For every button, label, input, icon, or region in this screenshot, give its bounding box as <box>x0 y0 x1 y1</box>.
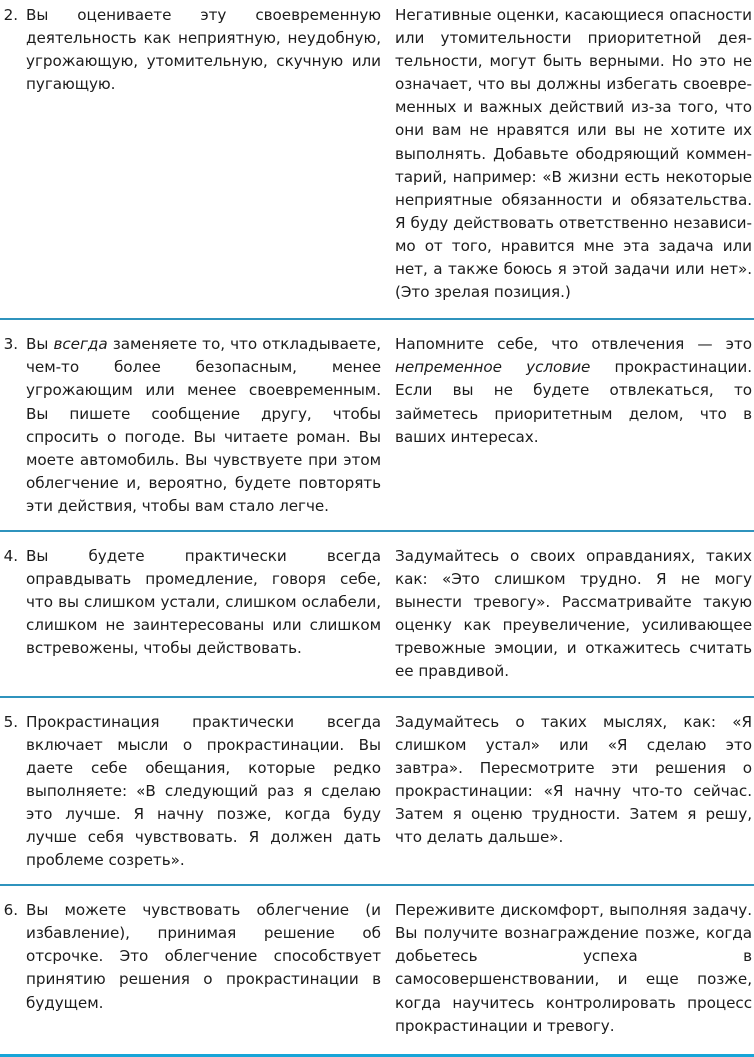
list-number: 6. <box>3 901 18 920</box>
symptom-text: Вы можете чувствовать облегчение (и избавление), принимая решение об отсрочке. Это облегчение способствует принятию решения о прокрастинации в будущем. <box>26 901 381 1012</box>
table-cell-symptom <box>0 333 395 518</box>
emphasis-text: непременное условие <box>395 358 591 377</box>
remedy-text <box>395 6 752 301</box>
list-number: 2. <box>3 6 18 24</box>
table-cell-remedy <box>395 333 754 448</box>
table-cell-remedy <box>395 545 754 684</box>
remedy-text <box>395 901 752 1034</box>
body-text: заменяете то, что откладываете, чем-то более безопасным, менее угрожающим или менее своевременным. Вы пишете сообщение другу, чтобы спросить о погоде. Вы читаете роман. Вы моете автомобиль. Вы чувствуете при этом облегчение и, вероятно, будете повторять эти действия, чтобы вам стало легче. <box>26 335 382 515</box>
body-text: Вы <box>26 335 54 354</box>
body-text: Напомните себе, что отвлечения — это <box>395 335 752 354</box>
table-row <box>0 698 754 885</box>
list-number: 3. <box>3 335 18 354</box>
remedy-text <box>395 713 752 846</box>
table-bottom-rule <box>0 1054 754 1057</box>
remedy-text <box>395 547 752 680</box>
table-cell-remedy <box>395 4 754 304</box>
table-cell-symptom <box>0 899 395 1014</box>
symptom-text: Прокрастинация практически всегда включает мысли о прокрастинации. Вы даете себе обещания, которые редко выполняете: «В следующий раз я сделаю это лучше. Я начну позже, когда буду лучше себя чувствовать. Я должен дать проблеме созреть». <box>26 712 381 870</box>
table-cell-symptom <box>0 545 395 660</box>
body-text: Задумайтесь о таких мыслях, как: «Я слишком устал» или «Я сделаю это завтра». Пересмотрите эти решения о прокрастинации: «Я начну что-то сейчас. Затем я оценю трудности. Затем я решу, что делать дальше». <box>395 712 752 846</box>
emphasis-text: всегда <box>53 335 108 354</box>
body-text: Задумайтесь о своих оправданиях, таких как: «Это слишком трудно. Я не могу вынести тревогу». Рассматривайте такую оценку как преувеличение, усиливающее тревожные эмоции, и откажитесь считать ее правдивой. <box>395 546 752 681</box>
table-cell-symptom <box>0 4 395 96</box>
table-cell-symptom <box>0 711 395 873</box>
list-number: 4. <box>3 546 18 565</box>
symptom-text: Вы будете практически всегда оправдывать промедление, говоря себе, что вы слишком устали, слишком ослабели, слишком не заинтересованы или слишком встревожены, чтобы действовать. <box>26 546 381 658</box>
remedy-text <box>395 335 752 445</box>
table-cell-remedy <box>395 899 754 1038</box>
body-text: прокрастинации. Если вы не будете отвлекаться, то займетесь приоритетным делом, что в ваших интересах. <box>395 358 752 446</box>
table-row <box>0 886 754 1054</box>
body-text: Негативные оценки, касающиеся опасности или утомительности приоритетной деятельности, могут быть верными. Но это не означает, что вы должны избегать своевременных и важных действий из-за того, что они вам не нравятся или вы не хотите их выполнять. Добавьте ободряющий комментарий, например: «В жизни есть некоторые неприятные обязанности и обязательства. Я буду действовать ответственно независимо от того, нравится мне эта задача или нет, а также боюсь я этой задачи или нет». (Это зрелая позиция.) <box>395 6 752 302</box>
symptom-text: Вы оцениваете эту своевременную деятельность как неприятную, неудобную, угрожающую, утомительную, скучную или пугающую. <box>26 6 381 94</box>
body-text: Переживите дискомфорт, выполняя задачу. Вы получите вознаграждение позже, когда добьетесь успеха в самосовершенствовании, и еще позже, когда научитесь контролировать процесс прокрастинации и тревогу. <box>395 901 752 1035</box>
table-row <box>0 0 754 318</box>
table-row <box>0 532 754 696</box>
symptom-text <box>26 333 381 518</box>
list-number: 5. <box>3 712 18 731</box>
table-row <box>0 320 754 530</box>
table-cell-remedy <box>395 711 754 850</box>
